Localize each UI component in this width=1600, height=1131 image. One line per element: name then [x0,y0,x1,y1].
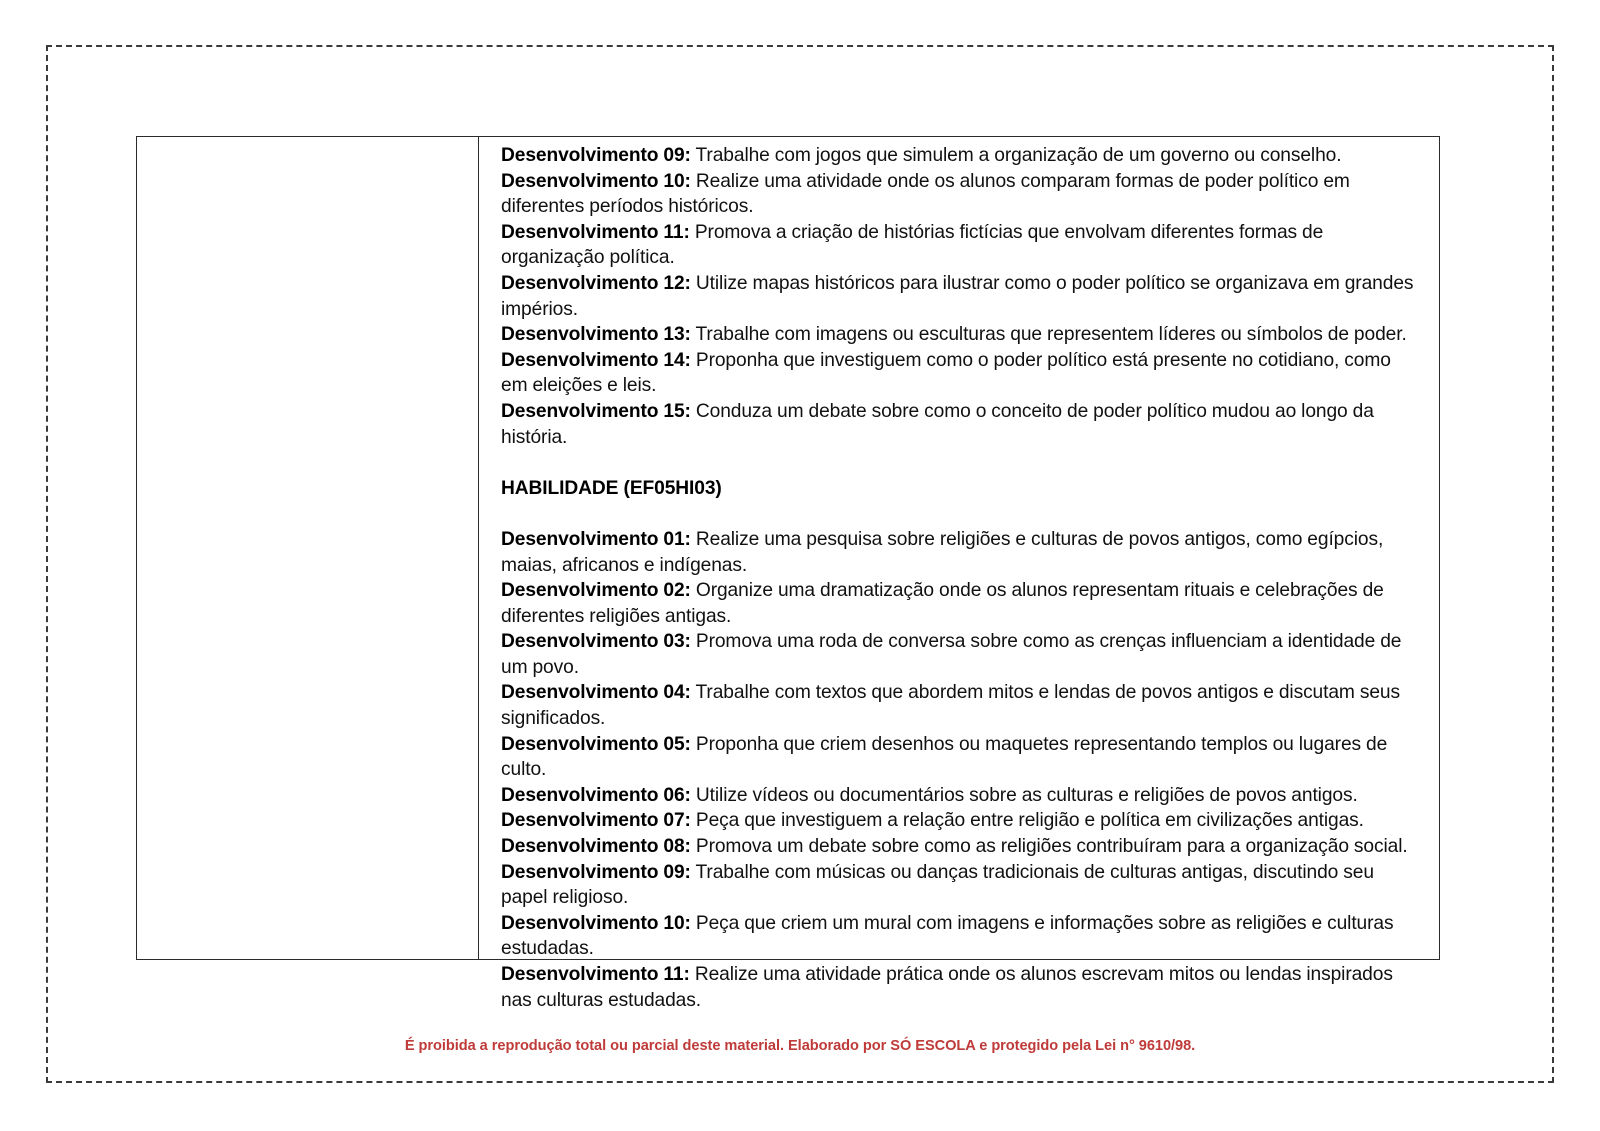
content-table [136,136,1440,1011]
development-label: Desenvolvimento 09: [501,861,691,883]
development-item [501,578,1419,629]
development-label: Desenvolvimento 07: [501,810,691,832]
development-label: Desenvolvimento 10: [501,170,691,192]
development-item [501,834,1419,860]
development-label: Desenvolvimento 01: [501,528,691,550]
development-item [501,783,1419,809]
development-text: Realize uma atividade prática onde os alunos escrevam mitos ou lendas inspirados nas culturas estudadas. [501,964,1393,1011]
development-text: Realize uma atividade onde os alunos comparam formas de poder político em diferentes períodos históricos. [501,170,1350,218]
development-text: Peça que investiguem a relação entre religião e política em civilizações antigas. [690,810,1364,832]
development-text: Peça que criem um mural com imagens e informações sobre as religiões e culturas estudadas. [501,912,1394,960]
development-label: Desenvolvimento 13: [501,324,691,346]
development-text: Proponha que criem desenhos ou maquetes representando templos ou lugares de culto. [501,733,1388,781]
development-item [501,399,1419,450]
development-label: Desenvolvimento 06: [501,784,691,806]
development-item [501,527,1419,578]
development-label: Desenvolvimento 02: [501,580,691,602]
table-right-column [479,137,1439,1011]
development-item [501,732,1419,783]
development-label: Desenvolvimento 11: [501,221,690,243]
development-label: Desenvolvimento 05: [501,733,691,755]
development-text: Trabalhe com jogos que simulem a organização de um governo ou conselho. [690,145,1342,166]
development-text: Utilize vídeos ou documentários sobre as culturas e religiões de povos antigos. [690,784,1358,806]
development-item [501,169,1419,220]
development-item [501,808,1419,834]
development-label: Desenvolvimento 04: [501,682,691,704]
paragraph-spacer [501,501,1419,527]
development-item [501,348,1419,399]
development-item [501,911,1419,962]
development-text: Organize uma dramatização onde os alunos representam rituais e celebrações de diferentes religiões antigas. [501,580,1384,627]
development-item [501,220,1419,271]
development-label: Desenvolvimento 09: [501,145,691,166]
development-text: Trabalhe com imagens ou esculturas que representem líderes ou símbolos de poder. [690,324,1407,346]
development-label: Desenvolvimento 11: [501,964,690,985]
development-item [501,962,1419,1013]
development-label: Desenvolvimento 08: [501,836,691,858]
development-text: Promova a criação de histórias fictícias que envolvam diferentes formas de organização política. [501,221,1324,269]
development-text: Trabalhe com textos que abordem mitos e lendas de povos antigos e discutam seus significados. [501,682,1400,730]
development-item [501,322,1419,348]
development-label: Desenvolvimento 10: [501,912,691,934]
development-text: Realize uma pesquisa sobre religiões e culturas de povos antigos, como egípcios, maias, africanos e indígenas. [501,528,1384,576]
development-text: Conduza um debate sobre como o conceito de poder político mudou ao longo da história. [501,400,1374,448]
development-label: Desenvolvimento 03: [501,631,691,653]
development-item [501,860,1419,911]
habilidade-heading: HABILIDADE (EF05HI03) [501,477,722,499]
development-label: Desenvolvimento 14: [501,349,691,371]
development-text: Trabalhe com músicas ou danças tradicionais de culturas antigas, discutindo seu papel religioso. [501,861,1374,909]
development-item [501,680,1419,731]
development-item [501,629,1419,680]
development-text: Promova uma roda de conversa sobre como as crenças influenciam a identidade de um povo. [501,631,1402,678]
development-text: Utilize mapas históricos para ilustrar como o poder político se organizava em grandes impérios. [501,272,1414,320]
development-text: Proponha que investiguem como o poder político está presente no cotidiano, como em eleições e leis. [501,349,1391,397]
paragraph-spacer [501,450,1419,476]
development-label: Desenvolvimento 15: [501,400,691,422]
development-text: Promova um debate sobre como as religiões contribuíram para a organização social. [690,836,1408,858]
development-label: Desenvolvimento 12: [501,272,691,294]
development-item [501,143,1419,169]
development-item [501,271,1419,322]
copyright-footer: É proibida a reprodução total ou parcial deste material. Elaborado por SÓ ESCOLA e protegido pela Lei n° 9610/98. [404,1038,1196,1054]
table-left-column [137,137,479,959]
